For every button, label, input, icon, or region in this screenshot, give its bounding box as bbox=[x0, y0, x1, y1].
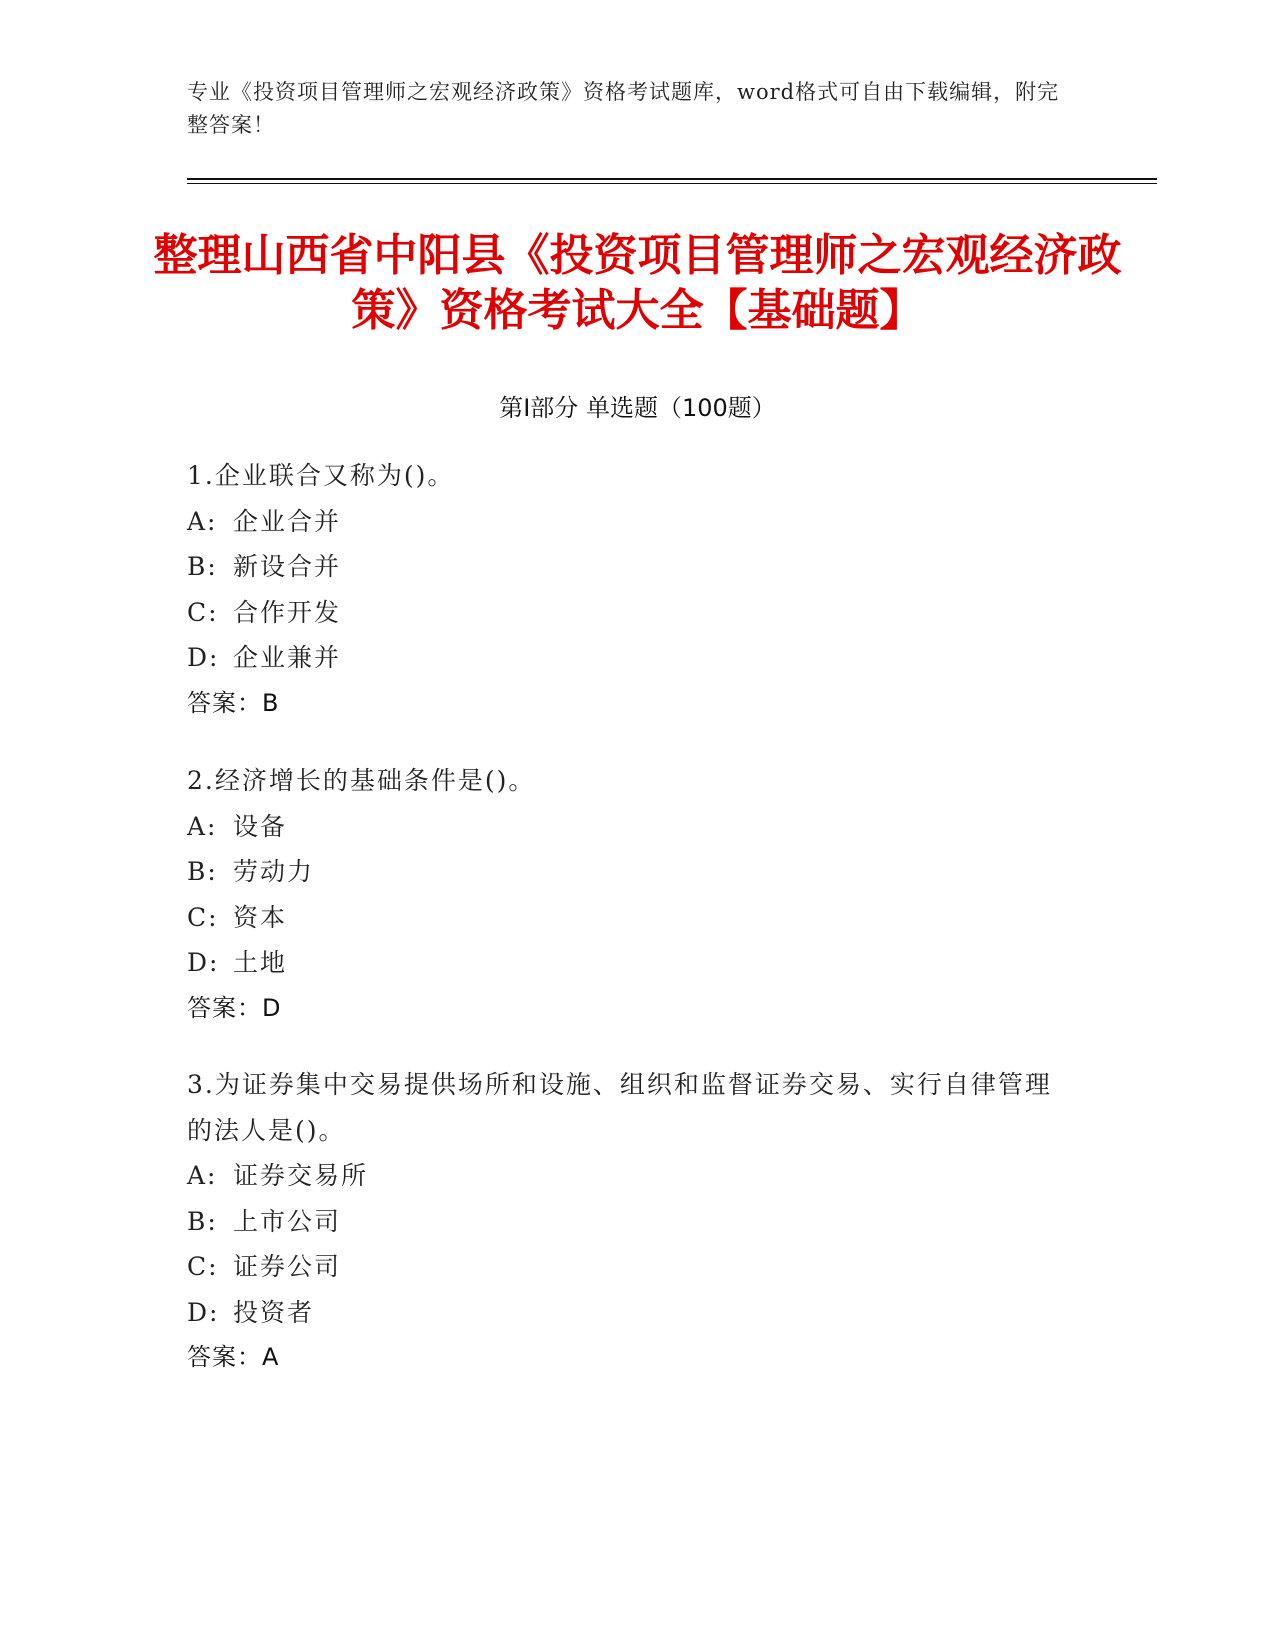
option-a bbox=[187, 1153, 1077, 1199]
option-b bbox=[187, 544, 1077, 590]
question-stem: 2.经济增长的基础条件是()。 bbox=[187, 766, 536, 795]
option-label: B: bbox=[187, 552, 218, 581]
option-text: 企业合并 bbox=[233, 506, 342, 536]
option-text: 合作开发 bbox=[233, 597, 342, 627]
answer: 答案：D bbox=[187, 993, 282, 1022]
option-label: B: bbox=[187, 857, 218, 886]
option-d bbox=[187, 1290, 1077, 1336]
document-title: 整理山西省中阳县《投资项目管理师之宏观经济政策》资格考试大全【基础题】 bbox=[153, 230, 1122, 336]
option-text: 证券交易所 bbox=[233, 1161, 369, 1190]
answer: 答案：A bbox=[187, 1343, 280, 1371]
option-d bbox=[187, 940, 1077, 986]
header-rule bbox=[187, 178, 1157, 180]
option-label: A: bbox=[187, 506, 218, 536]
option-label: D: bbox=[187, 1297, 220, 1327]
option-text: 上市公司 bbox=[233, 1206, 342, 1236]
option-text: 投资者 bbox=[233, 1297, 315, 1327]
option-label: D: bbox=[187, 948, 220, 977]
option-text: 资本 bbox=[233, 902, 288, 932]
option-label: B: bbox=[187, 1206, 218, 1236]
option-text: 劳动力 bbox=[233, 857, 315, 886]
question-3 bbox=[187, 1062, 1077, 1381]
question-stem: 1.企业联合又称为()。 bbox=[187, 461, 455, 490]
option-text: 土地 bbox=[233, 948, 288, 977]
answer: 答案：B bbox=[187, 688, 280, 717]
option-d bbox=[187, 635, 1077, 681]
option-text: 企业兼并 bbox=[233, 643, 342, 672]
question-1 bbox=[187, 453, 1077, 726]
option-label: C: bbox=[187, 1252, 219, 1281]
option-label: A: bbox=[187, 811, 218, 841]
option-label: C: bbox=[187, 597, 219, 627]
option-label: A: bbox=[187, 1161, 218, 1190]
option-label: C: bbox=[187, 902, 219, 932]
question-2 bbox=[187, 758, 1077, 1031]
option-c bbox=[187, 590, 1077, 636]
question-stem: 3.为证券集中交易提供场所和设施、组织和监督证券交易、实行自律管理的法人是()。 bbox=[187, 1070, 1052, 1145]
header-note: 专业《投资项目管理师之宏观经济政策》资格考试题库，word格式可自由下载编辑，附完整答案！ bbox=[187, 80, 1060, 137]
option-text: 设备 bbox=[233, 811, 288, 841]
option-label: D: bbox=[187, 643, 220, 672]
section-title: 第Ⅰ部分 单选题（100题） bbox=[499, 394, 776, 422]
option-text: 证券公司 bbox=[233, 1252, 342, 1281]
option-b bbox=[187, 1199, 1077, 1245]
option-a bbox=[187, 804, 1077, 850]
option-a bbox=[187, 499, 1077, 545]
option-text: 新设合并 bbox=[233, 552, 342, 581]
option-c bbox=[187, 895, 1077, 941]
option-c bbox=[187, 1244, 1077, 1290]
header-rule-thin bbox=[187, 183, 1157, 184]
option-b bbox=[187, 849, 1077, 895]
